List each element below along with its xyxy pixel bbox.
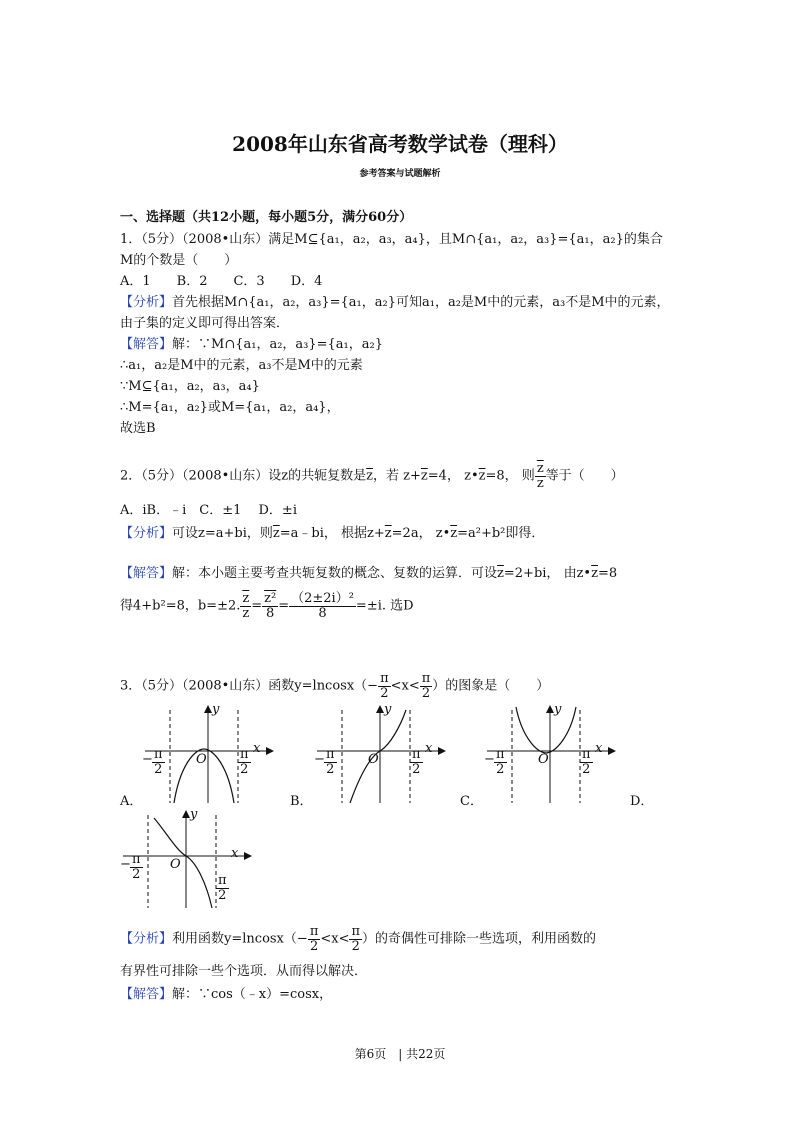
q2-analysis <box>120 522 544 541</box>
q1-answer-text: 解：∵M∩{a₁，a₂，a₃}={a₁，a₂} <box>172 337 384 352</box>
q3-frac-a <box>378 672 391 700</box>
q2-ans-a: 解：本小题主要考查共轭复数的概念、复数的运算．可设 <box>172 566 498 581</box>
q2-frac3 <box>289 592 356 620</box>
graph-d-neg-pi-half <box>130 853 143 881</box>
q2-frac2 <box>262 592 278 620</box>
q3-stem <box>120 672 549 700</box>
graph-a-pi-half <box>238 748 251 776</box>
q2-zbar: $\overline{z}$ <box>366 468 374 484</box>
pi: π <box>218 873 227 888</box>
q2-ans-f: =8 <box>597 566 618 581</box>
pi: π <box>154 747 163 762</box>
graph-b-pi-half <box>410 748 423 776</box>
two: 2 <box>326 761 335 777</box>
graph-d-y-label: y <box>190 807 198 822</box>
q3-neg: − <box>296 931 308 947</box>
q1-step3: ∵M⊆{a₁，a₂，a₃，a₄} <box>120 379 260 394</box>
q2-ans-b: $\overline{z}$ <box>497 566 504 581</box>
graph-b-neg-sign: − <box>314 752 325 767</box>
curve <box>516 707 576 753</box>
q3-answer <box>120 983 332 1002</box>
q2-cond1a: z+ <box>403 468 421 484</box>
y-arrow-icon <box>182 810 190 818</box>
q3-prefix: 3．（5分）（2008•山东）函数y=lncosx（ <box>120 678 368 694</box>
q1-options: A．1 B．2 C．3 D．4 <box>120 274 323 289</box>
q3-ans1: 解：∵cos（﹣x）=cosx， <box>172 987 333 1002</box>
q2-an-j: $\overline{z}$ <box>450 526 458 541</box>
graph-c-x-label: x <box>595 741 603 756</box>
q2-frac-num: $\overline{z}$ <box>536 461 544 476</box>
option-a-label: A． <box>120 794 143 809</box>
pi: π <box>351 924 361 939</box>
two: 2 <box>240 761 249 777</box>
two: 2 <box>218 887 227 903</box>
q2-an-f: z+ <box>367 526 385 541</box>
q3-two: 2 <box>421 685 431 701</box>
pi: π <box>412 747 421 762</box>
two: 2 <box>132 866 141 882</box>
graph-a-origin: O <box>196 752 207 767</box>
graph-a-neg-pi-half <box>152 748 165 776</box>
q3-neg: − <box>367 678 379 694</box>
q2-prefix: 2．（5分）（2008•山东）设z的共轭复数是 <box>120 468 367 484</box>
q2-f3n: （2±2i）² <box>291 591 354 606</box>
q2-an-a: 可设 <box>172 526 199 541</box>
graph-d-origin: O <box>170 857 181 872</box>
two: 2 <box>154 761 163 777</box>
x-arrow-icon <box>244 852 252 860</box>
q1-stem-line1: 1．（5分）（2008•山东）满足M⊆{a₁，a₂，a₃，a₄}，且M∩{a₁，a₂，a₃}={a₁，a₂}的集合 <box>120 232 663 247</box>
option-d-label: D． <box>630 794 654 809</box>
pi: π <box>240 747 249 762</box>
q2-cond2c: =8， <box>485 468 518 484</box>
q2-f2n: z² <box>264 591 277 606</box>
graph-c-origin: O <box>538 752 549 767</box>
graph-d-pi-half <box>216 874 229 902</box>
x-arrow-icon <box>438 747 446 755</box>
q3-suffix: ）的图象是（ ） <box>432 678 550 694</box>
q2-f1d: z <box>242 605 250 621</box>
pi: π <box>326 747 335 762</box>
q2-answer <box>120 562 617 581</box>
q3-pi: π <box>380 671 389 686</box>
page-footer: 第6页 | 共22页 <box>354 1047 446 1061</box>
q2-mid: ，若 <box>373 468 400 484</box>
graph-a-x-label: x <box>253 741 261 756</box>
analysis-tag: 【分析】 <box>120 295 173 310</box>
q3-an-frac-b <box>349 925 362 953</box>
graph-b-neg-pi-half <box>324 748 337 776</box>
q1-stem-line2: M的个数是（ ） <box>120 253 238 268</box>
graph-c-neg-sign: − <box>484 752 495 767</box>
x-arrow-icon <box>608 747 616 755</box>
q2-cond1c: =4， <box>427 468 460 484</box>
y-arrow-icon <box>546 705 554 713</box>
q3-lt: <x< <box>390 678 420 694</box>
analysis-tag: 【分析】 <box>120 931 173 947</box>
q3-lt: <x< <box>320 931 350 947</box>
q2-cond2a: z• <box>464 468 479 484</box>
q2-an-b: z=a+bi，则 <box>198 526 273 541</box>
q2-frac-den: z <box>536 475 544 491</box>
q2-ans-d: 由z• <box>563 566 592 581</box>
answer-tag: 【解答】 <box>120 566 173 581</box>
graph-b-origin: O <box>368 752 379 767</box>
q2-an-c: $\overline{z}$ <box>272 526 280 541</box>
section-heading: 一、选择题（共12小题，每小题5分，满分60分） <box>120 210 413 225</box>
graph-d-x-label: x <box>231 846 239 861</box>
option-c-label: C． <box>460 794 483 809</box>
two: 2 <box>309 938 319 954</box>
q2-an-i: z• <box>435 526 451 541</box>
q2-ans-e: $\overline{z}$ <box>591 566 598 581</box>
q3-an-frac-a <box>308 925 321 953</box>
q3-analysis-line2: 有界性可排除一些个选项．从而得以解决． <box>120 964 368 979</box>
q1-answer <box>120 333 383 352</box>
answer-tag: 【解答】 <box>120 337 173 352</box>
q3-analysis <box>120 925 596 953</box>
q2-frac1 <box>240 592 251 620</box>
q2-l2end: =±i. <box>355 598 386 614</box>
q2-f1n: $\overline{z}$ <box>242 591 250 606</box>
q1-step4: ∴M={a₁，a₂}或M={a₁，a₂，a₄}， <box>120 400 340 415</box>
answer-tag: 【解答】 <box>120 987 173 1002</box>
pi: π <box>496 747 505 762</box>
q2-fraction <box>535 462 546 490</box>
q2-l2a: 得4+b²=8，b=±2. <box>120 598 241 614</box>
q3-an2: ）的奇偶性可排除一些选项，利用函数的 <box>362 931 597 947</box>
two: 2 <box>496 761 505 777</box>
q3-frac-b <box>420 672 433 700</box>
q2-cond1b: $\overline{z}$ <box>420 468 428 484</box>
q1-analysis-line2: 由子集的定义即可得出答案． <box>120 316 290 331</box>
q2-tail: 等于（ ） <box>545 468 624 484</box>
option-b-label: B． <box>290 794 313 809</box>
q1-analysis-text: 首先根据M∩{a₁，a₂，a₃}={a₁，a₂}可知a₁，a₂是M中的元素，a₃不是M中的元素， <box>172 295 670 310</box>
q1-step5: 故选B <box>120 421 156 436</box>
pi: π <box>132 852 141 867</box>
y-arrow-icon <box>376 705 384 713</box>
two: 2 <box>351 938 360 954</box>
graph-b-x-label: x <box>425 741 433 756</box>
graph-a-neg-sign: − <box>142 752 153 767</box>
page-subtitle: 参考答案与试题解析 <box>359 169 441 179</box>
analysis-tag: 【分析】 <box>120 526 173 541</box>
q2-an-h: =2a， <box>391 526 432 541</box>
q2-an-d: =a﹣bi， <box>279 526 337 541</box>
q3-pi: π <box>421 671 431 686</box>
y-arrow-icon <box>204 705 212 713</box>
graph-c-neg-pi-half <box>494 748 507 776</box>
q2-cond2b: $\overline{z}$ <box>478 468 486 484</box>
graph-b-y-label: y <box>384 702 392 717</box>
q2-options: A．iB．﹣i C．±1 D．±i <box>120 503 297 518</box>
x-arrow-icon <box>266 747 274 755</box>
q2-then: 则 <box>521 468 535 484</box>
q2-f2d: 8 <box>266 605 275 621</box>
q1-analysis <box>120 291 670 310</box>
two: 2 <box>412 761 421 777</box>
graph-c-y-label: y <box>554 702 562 717</box>
q1-step2: ∴a₁，a₂是M中的元素，a₃不是M中的元素 <box>120 358 363 373</box>
graph-c-pi-half <box>580 748 593 776</box>
q2-an-g: $\overline{z}$ <box>384 526 392 541</box>
two: 2 <box>582 761 591 777</box>
q2-an-k: =a²+b²即得． <box>457 526 545 541</box>
q2-answer-line2: 得4+b²=8，b=±2. $\frac{\overline{z}}{z}$ = $\frac{\text{z²}}{8}$ = $\frac{\text{（2±2i）²}}{8}$ =±i. 选D <box>120 591 414 621</box>
q2-choose: 选D <box>390 598 414 614</box>
curve <box>154 818 212 908</box>
q3-two: 2 <box>380 685 389 701</box>
q3-an1: 利用函数y=lncosx（ <box>172 931 297 947</box>
q2-f3d: 8 <box>318 605 327 621</box>
pi: π <box>309 924 319 939</box>
q2-stem <box>120 462 624 490</box>
pi: π <box>582 747 591 762</box>
graph-a-y-label: y <box>212 702 220 717</box>
q2-ans-c: =2+bi， <box>503 566 560 581</box>
graph-d-neg-sign: − <box>120 857 131 872</box>
page-title: 2008年山东省高考数学试卷（理科） <box>232 132 568 156</box>
q2-an-e: 根据 <box>341 526 368 541</box>
